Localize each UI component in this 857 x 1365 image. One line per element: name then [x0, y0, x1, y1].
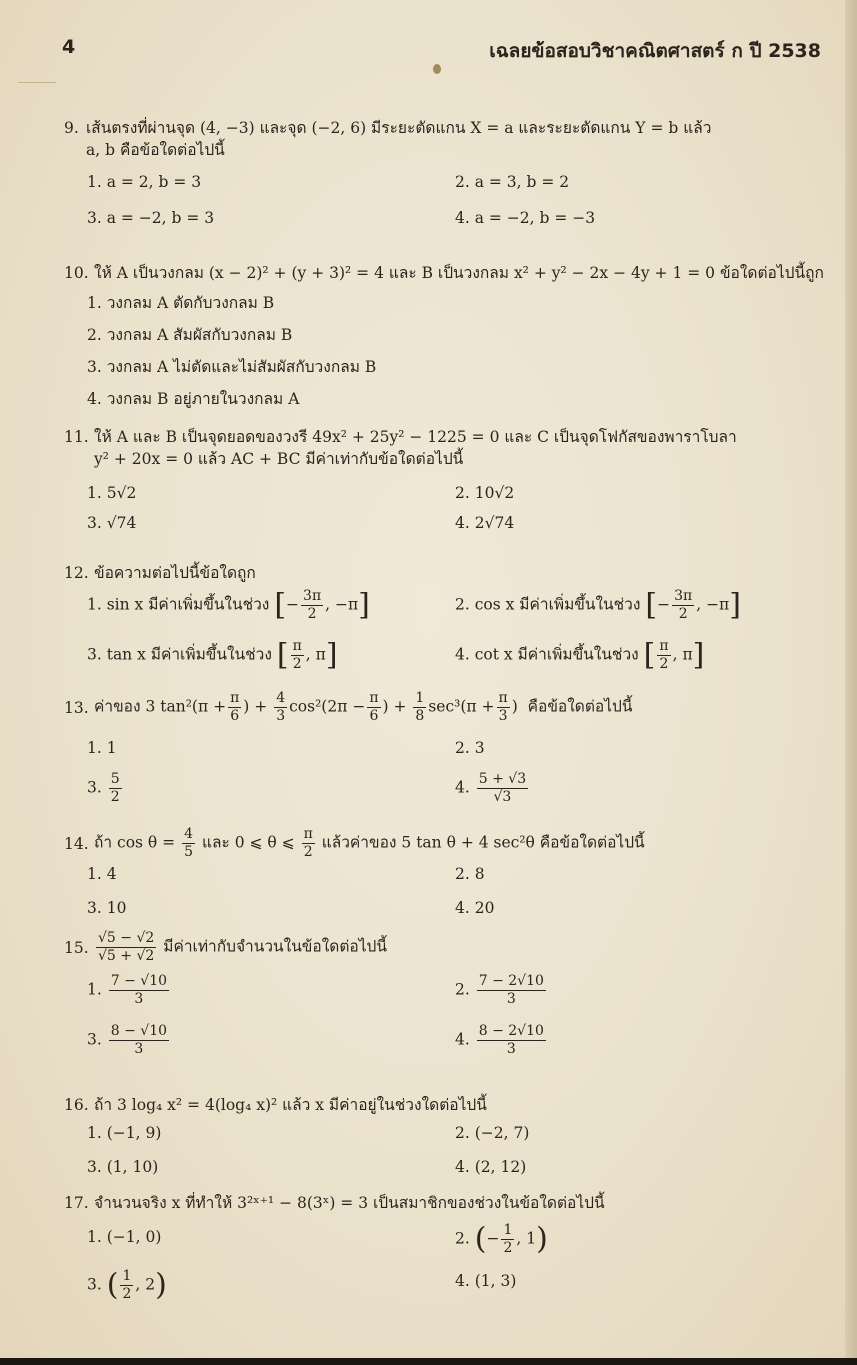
option-2: 2. (−2, 7): [455, 1124, 530, 1142]
option-2: 2. 8: [455, 865, 485, 883]
question-number: 9.: [64, 119, 79, 137]
option-4: 4. $\frac{5 + √3}{√3}$: [455, 771, 527, 805]
option-2: 2. $\frac{7 - 2√10}{3}$: [455, 973, 544, 1007]
question-number: 14.: [64, 834, 89, 853]
option-1: 1. (−1, 9): [87, 1124, 162, 1142]
option-2: 2. วงกลม A สัมผัสกับวงกลม B: [87, 326, 293, 344]
option-4: 4. 20: [455, 899, 495, 917]
option-4: 4. $\frac{8 - 2√10}{3}$: [455, 1023, 544, 1057]
running-title: เฉลยข้อสอบวิชาคณิตศาสตร์ ก ปี 2538: [489, 40, 821, 62]
question-stem: ให้ A เป็นวงกลม (x − 2)² + (y + 3)² = 4 และ B เป็นวงกลม x² + y² − 2x − 4y + 1 = 0 ข้อใดต่อไปนี้ถูก: [94, 264, 824, 282]
option-3: 3. tan x มีค่าเพิ่มขึ้นในช่วง [ $\frac{\pi}{2}$ , π]: [87, 637, 338, 673]
question-13: [64, 690, 834, 827]
question-number: 17.: [64, 1194, 89, 1212]
question-number: 11.: [64, 428, 89, 446]
question-stem: ถ้า 3 log₄ x² = 4(log₄ x)² แล้ว x มีค่าอยู่ในช่วงใดต่อไปนี้: [94, 1096, 487, 1114]
page-edge-shadow: [845, 0, 857, 1358]
option-4: 4. (2, 12): [455, 1158, 527, 1176]
option-3: 3. ( $\frac{1}{2}$ , 2): [87, 1267, 167, 1303]
option-3: 3. วงกลม A ไม่ตัดและไม่สัมผัสกับวงกลม B: [87, 358, 377, 376]
option-3: 3. √74: [87, 514, 137, 532]
question-12: [64, 562, 834, 688]
option-3: 3. 10: [87, 899, 127, 917]
question-stem: ข้อความต่อไปนี้ข้อใดถูก: [94, 564, 256, 582]
question-stem: ค่าของ 3 tan²(π + $\frac{\pi}{6}$ ) + $\frac{4}{3}$ cos²(2π − $\frac{\pi}{6}$ ) + $\frac{1}{8}$ sec³(π + $\frac{\pi}{3}$ ) คือข้อใดต่อไปนี้: [94, 690, 633, 724]
option-1: 1. a = 2, b = 3: [87, 173, 202, 191]
question-stem: ถ้า cos θ = $\frac{4}{5}$ และ 0 ⩽ θ ⩽ $\frac{\pi}{2}$ แล้วค่าของ 5 tan θ + 4 sec²θ คือข้อใดต่อไปนี้: [94, 826, 645, 860]
question-16: [64, 1094, 834, 1182]
question-stem-cont: y² + 20x = 0 แล้ว AC + BC มีค่าเท่ากับข้อใดต่อไปนี้: [94, 450, 464, 468]
option-1: 1. sin x มีค่าเพิ่มขึ้นในช่วง [− $\frac{3\pi}{2}$ , −π]: [87, 587, 370, 623]
question-number: 15.: [64, 938, 89, 957]
option-1: 1. วงกลม A ตัดกับวงกลม B: [87, 294, 275, 312]
page-header: [0, 36, 857, 76]
question-15: [64, 930, 834, 1083]
option-3: 3. $\frac{5}{2}$: [87, 771, 120, 805]
option-2: 2. a = 3, b = 2: [455, 173, 570, 191]
question-number: 10.: [64, 264, 89, 282]
option-4: 4. (1, 3): [455, 1272, 517, 1290]
ink-spot: [433, 64, 441, 74]
option-2: 2. 3: [455, 739, 485, 757]
option-4: 4. cot x มีค่าเพิ่มขึ้นในช่วง [ $\frac{\pi}{2}$ , π]: [455, 637, 705, 673]
option-3: 3. a = −2, b = 3: [87, 209, 215, 227]
question-stem: เส้นตรงที่ผ่านจุด (4, −3) และจุด (−2, 6) มีระยะตัดแกน X = a และระยะตัดแกน Y = b แล้ว: [86, 119, 712, 137]
question-11: [64, 426, 834, 552]
question-17: [64, 1192, 834, 1312]
question-14: [64, 826, 834, 923]
option-1: 1. 1: [87, 739, 117, 757]
option-1: 1. (−1, 0): [87, 1228, 162, 1246]
question-stem: จำนวนจริง x ที่ทำให้ 3²ˣ⁺¹ − 8(3ˣ) = 3 เป็นสมาชิกของช่วงในข้อใดต่อไปนี้: [94, 1194, 605, 1212]
question-number: 16.: [64, 1096, 89, 1114]
question-10: [64, 262, 834, 420]
page-number: 4: [62, 36, 76, 58]
option-4: 4. วงกลม B อยู่ภายในวงกลม A: [87, 390, 300, 408]
option-1: 1. 4: [87, 865, 117, 883]
option-1: 1. 5√2: [87, 484, 137, 502]
option-2: 2. 10√2: [455, 484, 515, 502]
question-number: 12.: [64, 564, 89, 582]
question-9: [64, 117, 834, 241]
question-stem-cont: a, b คือข้อใดต่อไปนี้: [86, 141, 225, 159]
option-2: 2. (− $\frac{1}{2}$ , 1): [455, 1221, 548, 1257]
option-4: 4. 2√74: [455, 514, 515, 532]
option-3: 3. (1, 10): [87, 1158, 159, 1176]
option-1: 1. $\frac{7 - √10}{3}$: [87, 973, 168, 1007]
question-stem: $\frac{√5 - √2}{√5 + √2}$ มีค่าเท่ากับจำนวนในข้อใดต่อไปนี้: [98, 930, 387, 964]
option-3: 3. $\frac{8 - √10}{3}$: [87, 1023, 168, 1057]
option-2: 2. cos x มีค่าเพิ่มขึ้นในช่วง [− $\frac{3\pi}{2}$ , −π]: [455, 587, 741, 623]
question-number: 13.: [64, 698, 89, 717]
header-rule: [18, 82, 56, 83]
question-stem: ให้ A และ B เป็นจุดยอดของวงรี 49x² + 25y² − 1225 = 0 และ C เป็นจุดโฟกัสของพาราโบลา: [94, 428, 737, 446]
option-4: 4. a = −2, b = −3: [455, 209, 596, 227]
